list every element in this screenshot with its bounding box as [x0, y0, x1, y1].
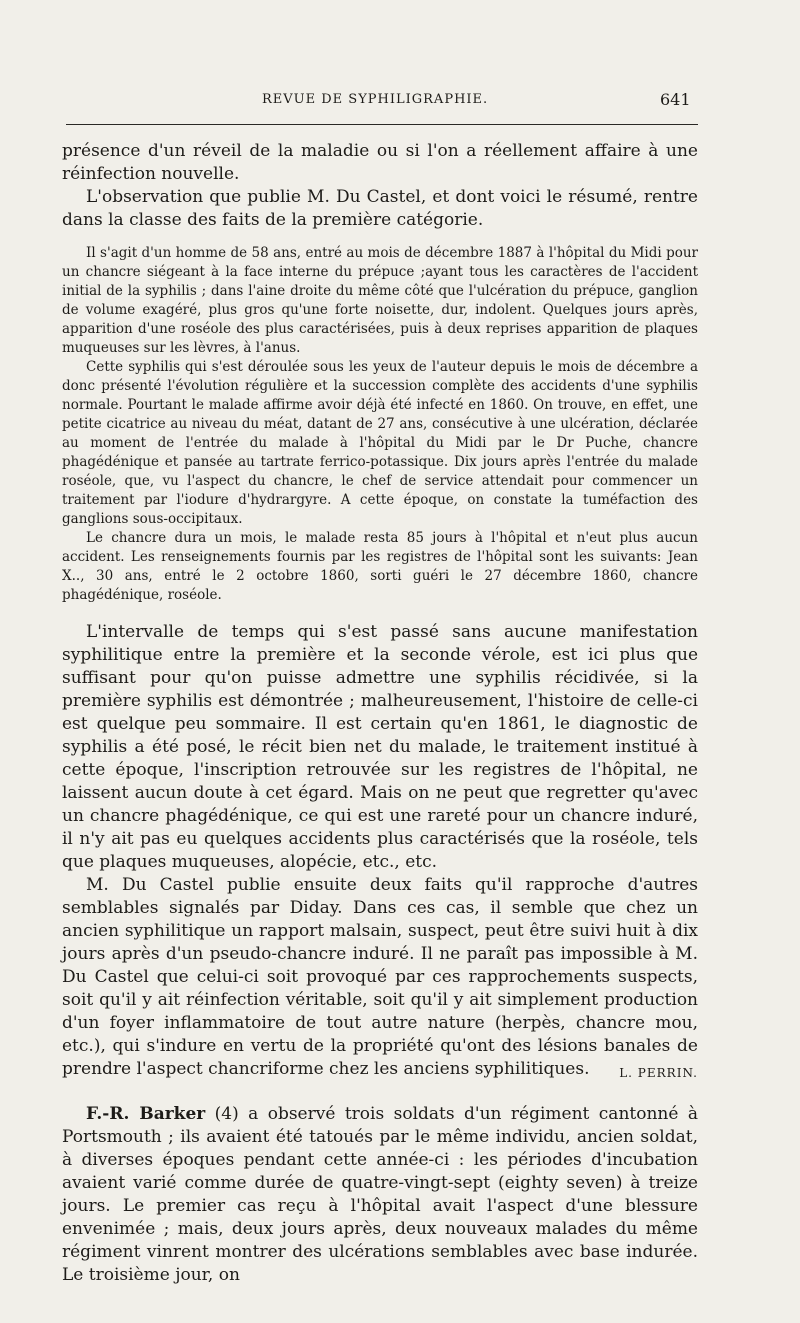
author-name: F.-R. Barker	[86, 1104, 206, 1124]
commentary-paragraph: L'intervalle de temps qui s'est passé sans aucune manifestation syphilitique entre la première et la seconde vérole, est ici plus que suffisant pour qu'on puisse admettre une syphilis récidivée, si la première syphilis est démontrée ; malheureusement, l'histoire de celle-ci est quelque peu sommaire. Il est certain qu'en 1861, le diagnostic de syphilis a été posé, le récit bien net du malade, le traitement institué à cette époque, l'inscription retrouvée sur les registres de l'hôpital, ne laissent aucun doute à cet égard. Mais on ne peut que regretter qu'avec un chancre phagédénique, ce qui est une rareté pour un chancre induré, il n'y ait pas eu quelques accidents plus caractérisés que la roséole, tels que plaques muqueuses, alopécie, etc., etc.	[62, 622, 698, 872]
commentary-text: M. Du Castel publie ensuite deux faits qu'il rapproche d'autres semblables signalés par Diday. Dans ces cas, il semble que chez un ancien syphilitique un rapport malsain, suspect, peut être suivi huit à dix jours après d'un pseudo-chancre induré. Il ne paraît pas impossible à M. Du Castel que celui-ci soit provoqué par ces rapprochements suspects, soit qu'il y ait réinfection véritable, soit qu'il y ait simplement production d'un foyer inflammatoire de tout autre nature (herpès, chancre mou, etc.), qui s'indure en vertu de la propriété qu'ont des lésions banales de prendre l'aspect chancriforme chez les anciens syphilitiques.	[62, 875, 698, 1079]
header-rule	[66, 124, 698, 125]
running-title: REVUE DE SYPHILIGRAPHIE.	[262, 92, 489, 107]
page-number: 641	[660, 90, 691, 109]
barker-text: (4) a observé trois soldats d'un régiment cantonné à Portsmouth ; ils avaient été tatoués par le même individu, ancien soldat, à diverses époques pendant cette année-ci : les périodes d'incubation avaient varié comme durée de quatre-vingt-sept (eighty seven) à treize jours. Le premier cas reçu à l'hôpital avait l'aspect d'une blessure envenimée ; mais, deux jours après, deux nouveaux malades du même régiment vinrent montrer des ulcérations semblables avec base indurée. Le troisième jour, on	[62, 1104, 698, 1285]
case-summary-paragraph: Il s'agit d'un homme de 58 ans, entré au mois de décembre 1887 à l'hôpital du Midi pour un chancre siégeant à la face interne du prépuce ;ayant tous les caractères de l'accident initial de la syphilis ; dans l'aine droite du même côté que l'ulcération du prépuce, ganglion de volume exagéré, plus gros qu'une forte noisette, dur, indolent. Quelques jours après, apparition d'une roséole des plus caractérisées, puis à deux reprises apparition de plaques muqueuses sur les lèvres, à l'anus.	[62, 245, 698, 356]
case-summary-paragraph: Cette syphilis qui s'est déroulée sous les yeux de l'auteur depuis le mois de décembre a donc présenté l'évolution régulière et la succession complète des accidents d'une syphilis normale. Pourtant le malade affirme avoir déjà été infecté en 1860. On trouve, en effet, une petite cicatrice au niveau du méat, datant de 27 ans, consécutive à une ulcération, déclarée au moment de l'entrée du malade à l'hôpital du Midi par le Dr Puche, chancre phagédénique et pansée au tartrate ferrico-potassique. Dix jours après l'entrée du malade roséole, que, vu l'aspect du chancre, le chef de service attendait pour commencer un traitement par l'iodure d'hydrargyre. A cette époque, on constate la tuméfaction des ganglions sous-occipitaux.	[62, 359, 698, 527]
page-body	[62, 140, 698, 1287]
barker-paragraph	[62, 1103, 698, 1287]
commentary-paragraph	[62, 874, 698, 1081]
paragraph-observation-intro: L'observation que publie M. Du Castel, et dont voici le résumé, rentre dans la classe des faits de la première catégorie.	[62, 187, 698, 230]
paragraph-continuation: présence d'un réveil de la maladie ou si l'on a réellement affaire à une réinfection nouvelle.	[62, 141, 698, 184]
case-summary-paragraph: Le chancre dura un mois, le malade resta 85 jours à l'hôpital et n'eut plus aucun accident. Les renseignements fournis par les registres de l'hôpital sont les suivants: Jean X.., 30 ans, entré le 2 octobre 1860, sorti guéri le 27 décembre 1860, chancre phagédénique, roséole.	[62, 530, 698, 603]
author-signature: L. PERRIN.	[619, 1066, 698, 1080]
